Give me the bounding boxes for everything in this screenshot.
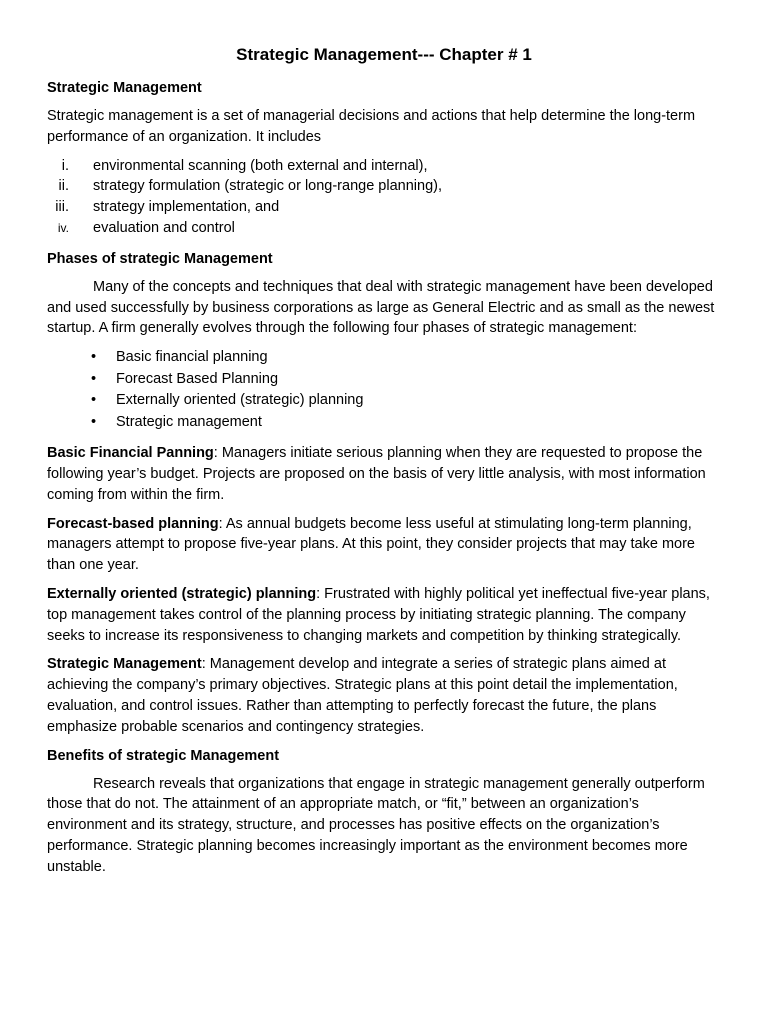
list-item-text: strategy formulation (strategic or long-range planning), (93, 178, 442, 195)
list-item-number: iv. (57, 220, 69, 235)
bullet-icon: • (91, 349, 97, 366)
bullet-item-text: Forecast Based Planning (116, 370, 279, 387)
benefits-paragraph: Research reveals that organizations that engage in strategic management generally outperform those that do not. The attainment of an appropriate match, or “fit,” between an organization’s environment and its strategy, structure, and processes has positive effects on the organization’s performance. Strategic planning becomes increasingly important as the environment becomes more unstable. (47, 775, 705, 875)
list-item (47, 156, 721, 177)
bullet-item (47, 369, 721, 391)
section-heading-strategic-management: Strategic Management (47, 80, 202, 96)
list-item (47, 176, 721, 197)
bullet-item-text: Externally oriented (strategic) planning (116, 392, 364, 409)
phase-description: : Managers initiate serious planning when they are requested to propose the following year’s budget. Projects are proposed on the basis of very little analysis, with most information coming from within the firm. (47, 445, 706, 503)
list-item (47, 197, 721, 218)
phase-paragraph-basic-financial (47, 443, 721, 505)
phase-term: Basic Financial Panning (47, 445, 214, 462)
phase-description: : Frustrated with highly political yet ineffectual five-year plans, top management takes control of the planning process by initiating strategic planning. The company seeks to increase its responsiveness to changing markets and competition by thinking strategically. (47, 585, 710, 644)
phase-description: : Management develop and integrate a series of strategic plans aimed at achieving the company’s primary objectives. Strategic plans at this point detail the implementation, evaluation, and control issues. Rather than attempting to perfectly forecast the future, the plans emphasize probable scenarios and contingency strategies. (47, 656, 678, 735)
list-item-number: i. (61, 157, 69, 174)
bullet-item-text: Basic financial planning (116, 349, 268, 366)
phase-paragraph-forecast-based (47, 514, 721, 576)
phase-term: Strategic Management (47, 656, 202, 673)
list-item-text: environmental scanning (both external and internal), (93, 157, 428, 174)
phase-paragraph-externally-oriented (47, 584, 721, 646)
phases-intro-paragraph: Many of the concepts and techniques that deal with strategic management have been developed and used successfully by business corporations as large as General Electric and as small as the newest startup. A firm generally evolves through the following four phases of strategic management: (47, 278, 715, 337)
bullet-icon: • (91, 370, 97, 387)
section-intro-paragraph: Strategic management is a set of managerial decisions and actions that help determine the long-term performance of an organization. It includes (47, 108, 696, 145)
list-item-number: iii. (55, 199, 69, 216)
bullet-item (47, 390, 721, 412)
list-item (47, 218, 721, 239)
list-item-number: ii. (58, 178, 69, 195)
list-item-text: evaluation and control (93, 219, 235, 236)
phase-term: Forecast-based planning (47, 515, 219, 532)
section-heading-phases: Phases of strategic Management (47, 250, 273, 267)
bullet-icon: • (91, 392, 97, 409)
bullet-item (47, 347, 721, 369)
phase-description: : As annual budgets become less useful at stimulating long-term planning, managers attempt to propose five-year plans. At this point, they consider projects that may take more than one year. (47, 515, 695, 574)
page-title: Strategic Management--- Chapter # 1 (236, 45, 532, 64)
bullet-icon: • (91, 413, 97, 430)
phases-bullet-list (47, 347, 721, 433)
list-item-text: strategy implementation, and (93, 199, 280, 216)
bullet-item-text: Strategic management (116, 413, 262, 430)
phase-term: Externally oriented (strategic) planning (47, 585, 317, 602)
phase-paragraph-strategic-management (47, 654, 721, 737)
includes-list (47, 156, 721, 239)
section-heading-benefits: Benefits of strategic Management (47, 747, 280, 764)
bullet-item (47, 412, 721, 434)
